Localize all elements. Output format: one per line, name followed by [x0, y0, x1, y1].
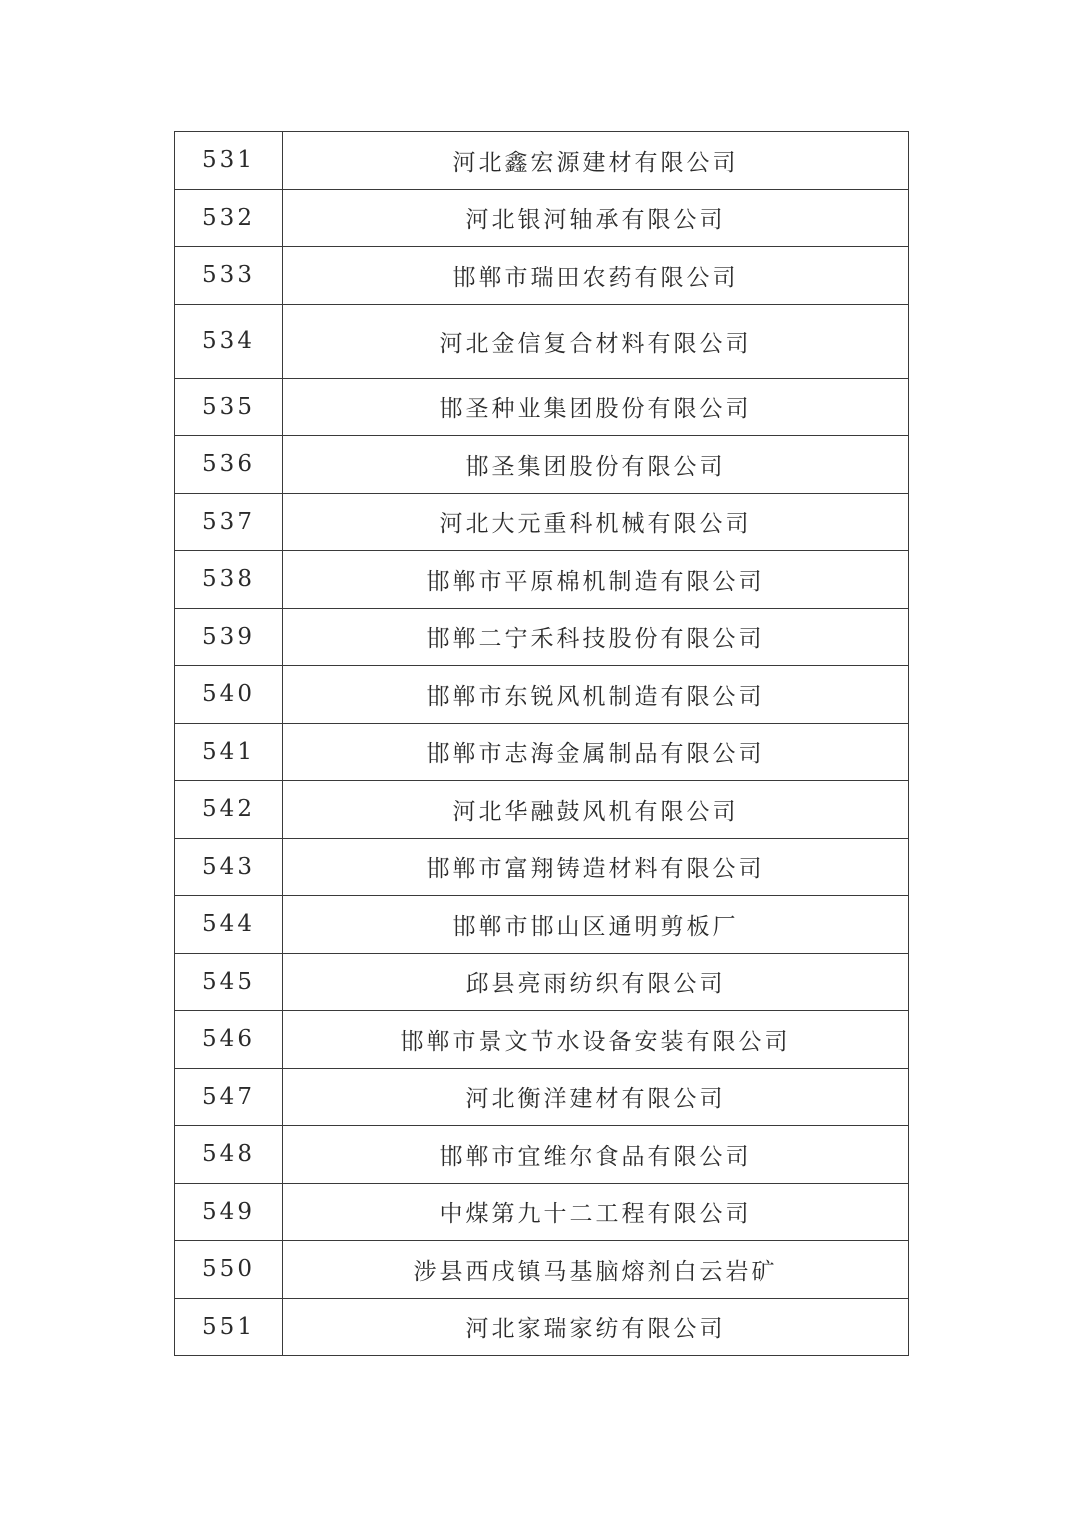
company-name: 河北大元重科机械有限公司: [283, 493, 909, 551]
table-row: [175, 781, 909, 839]
table-row: [175, 247, 909, 305]
row-number: 538: [175, 551, 283, 609]
company-name: 邯郸市宜维尔食品有限公司: [283, 1126, 909, 1184]
table-row: [175, 666, 909, 724]
row-number: 536: [175, 436, 283, 494]
row-number: 537: [175, 493, 283, 551]
company-name: 邯圣种业集团股份有限公司: [283, 378, 909, 436]
row-number: 548: [175, 1126, 283, 1184]
row-number: 549: [175, 1183, 283, 1241]
company-name: 邯郸二宁禾科技股份有限公司: [283, 608, 909, 666]
table-row: [175, 1183, 909, 1241]
company-name: 河北家瑞家纺有限公司: [283, 1298, 909, 1356]
table-row: [175, 896, 909, 954]
row-number: 550: [175, 1241, 283, 1299]
company-name: 邯郸市东锐风机制造有限公司: [283, 666, 909, 724]
company-name: 邯郸市富翔铸造材料有限公司: [283, 838, 909, 896]
row-number: 533: [175, 247, 283, 305]
table-row: [175, 1126, 909, 1184]
row-number: 545: [175, 953, 283, 1011]
company-list-table: [174, 131, 909, 1356]
company-name: 邱县亮雨纺织有限公司: [283, 953, 909, 1011]
row-number: 541: [175, 723, 283, 781]
table-row: [175, 304, 909, 378]
table-row: [175, 132, 909, 190]
company-name: 邯郸市志海金属制品有限公司: [283, 723, 909, 781]
company-name: 河北衡洋建材有限公司: [283, 1068, 909, 1126]
table-row: [175, 723, 909, 781]
table-row: [175, 493, 909, 551]
row-number: 544: [175, 896, 283, 954]
row-number: 539: [175, 608, 283, 666]
table-row: [175, 953, 909, 1011]
row-number: 546: [175, 1011, 283, 1069]
row-number: 534: [175, 304, 283, 378]
table-row: [175, 378, 909, 436]
row-number: 543: [175, 838, 283, 896]
company-name: 河北鑫宏源建材有限公司: [283, 132, 909, 190]
table-row: [175, 189, 909, 247]
company-name: 邯郸市瑞田农药有限公司: [283, 247, 909, 305]
row-number: 532: [175, 189, 283, 247]
row-number: 531: [175, 132, 283, 190]
table-row: [175, 1011, 909, 1069]
row-number: 542: [175, 781, 283, 839]
row-number: 535: [175, 378, 283, 436]
table-row: [175, 1241, 909, 1299]
company-name: 邯郸市平原棉机制造有限公司: [283, 551, 909, 609]
table-row: [175, 1298, 909, 1356]
table-row: [175, 1068, 909, 1126]
company-name: 河北银河轴承有限公司: [283, 189, 909, 247]
company-name: 中煤第九十二工程有限公司: [283, 1183, 909, 1241]
company-name: 涉县西戌镇马基脑熔剂白云岩矿: [283, 1241, 909, 1299]
company-name: 河北华融鼓风机有限公司: [283, 781, 909, 839]
company-name: 邯郸市邯山区通明剪板厂: [283, 896, 909, 954]
table-row: [175, 838, 909, 896]
row-number: 547: [175, 1068, 283, 1126]
company-name: 邯圣集团股份有限公司: [283, 436, 909, 494]
table-row: [175, 436, 909, 494]
table-row: [175, 551, 909, 609]
company-name: 河北金信复合材料有限公司: [283, 304, 909, 378]
table-row: [175, 608, 909, 666]
row-number: 540: [175, 666, 283, 724]
company-name: 邯郸市景文节水设备安装有限公司: [283, 1011, 909, 1069]
row-number: 551: [175, 1298, 283, 1356]
